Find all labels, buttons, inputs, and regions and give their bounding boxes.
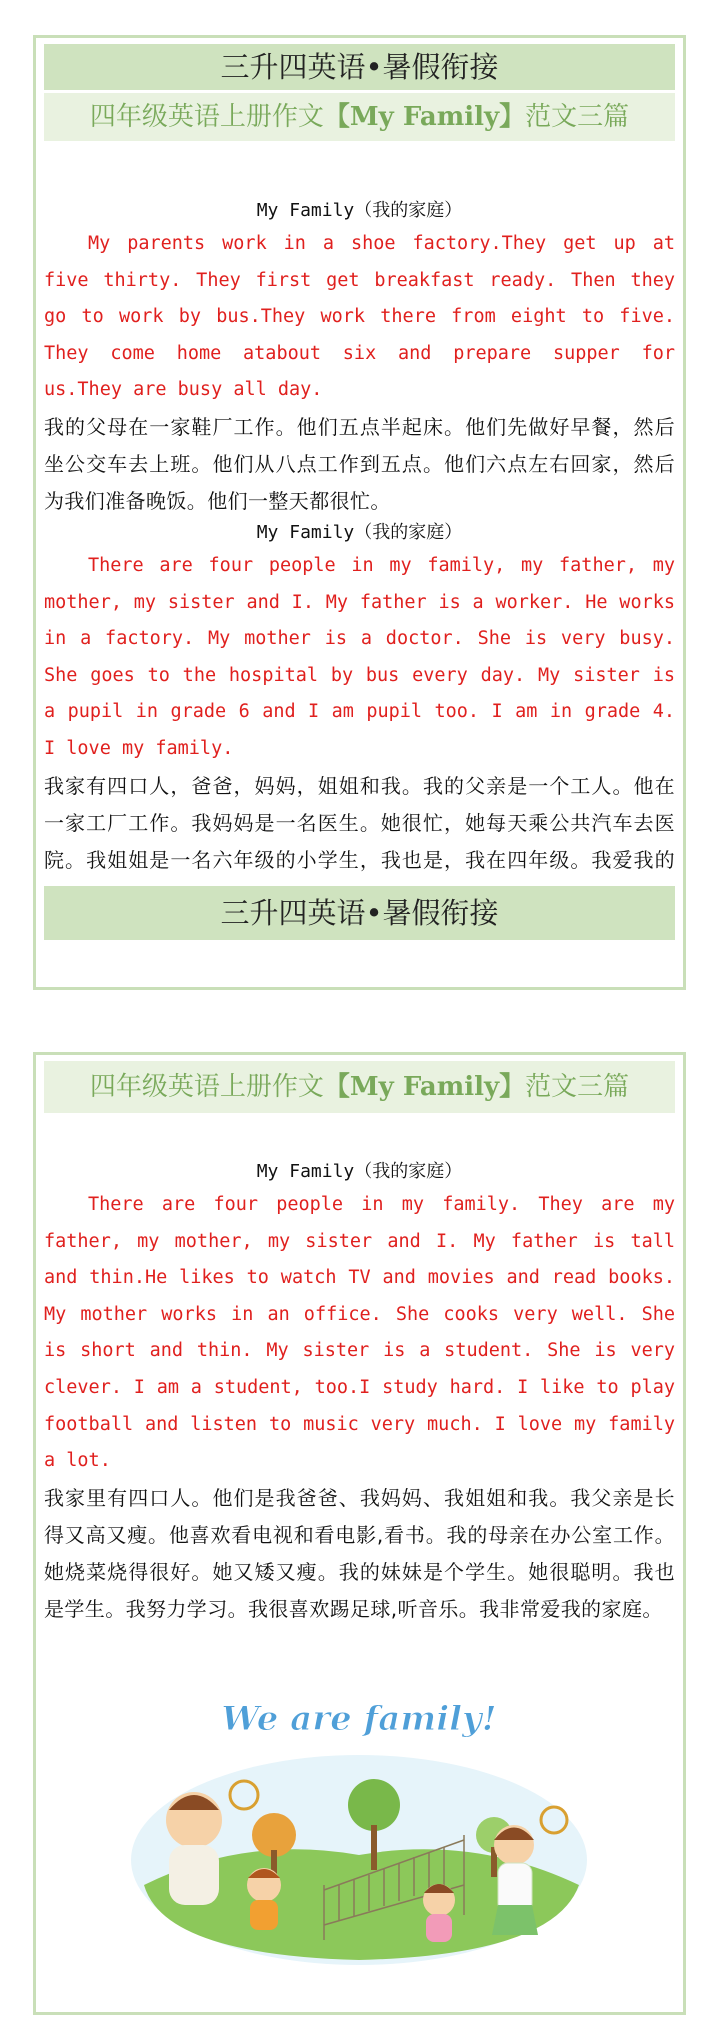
essay-2: [44, 518, 675, 916]
essay-chinese: 我家有四口人，爸爸，妈妈，姐姐和我。我的父亲是一个工人。他在一家工厂工作。我妈妈是一名医生。她很忙，她每天乘公共汽车去医院。我姐姐是一名六年级的小学生，我也是，我在四年级。我爱我的: [44, 773, 675, 872]
essay-english-text: There are four people in my family. They are my father, my mother, my sister and I. My father is tall and thin.He likes to watch TV and movies and read books. My mother works in an office. She cooks very well. She is short and thin. My sister is a student. She is very clever. I am a student, too.I study hard. I like to play football and listen to music very much. I love my family a lot.: [44, 1194, 675, 1472]
header-band-text: 三升四英语•暑假衔接: [220, 50, 499, 84]
footer-band-text: 三升四英语•暑假衔接: [220, 896, 499, 930]
tree-center-trunk: [371, 1825, 377, 1870]
family-illustration: [124, 1685, 594, 1975]
illustration-banner: We are family!: [221, 1699, 497, 1739]
essay-english-text: There are four people in my family, my father, my mother, my sister and I. My father is a worker. He works in a factory. My mother is a doctor. She is very busy. She goes to the hospital by bus every day. My sister is a pupil in grade 6 and I am pupil too. I am in grade 4. I love my family.: [44, 555, 675, 759]
header-band: [44, 44, 675, 90]
essay-title: My Family（我的家庭）: [256, 522, 463, 543]
tree-center: [348, 1779, 400, 1831]
document-page-2: [33, 1052, 686, 2015]
subtitle-band: [44, 93, 675, 141]
essay-title: My Family（我的家庭）: [256, 200, 463, 221]
essay-english: [44, 1187, 675, 1480]
essay-title: My Family（我的家庭）: [256, 1161, 463, 1182]
subtitle-pre: 四年级英语上册作文: [89, 1072, 324, 1102]
footer-band: [44, 886, 675, 940]
essay-english: [44, 226, 675, 409]
subtitle-bold: 【My Family】: [323, 102, 526, 132]
subtitle-post: 范文三篇: [525, 102, 630, 132]
essay-3: [44, 1157, 675, 1628]
subtitle-pre: 四年级英语上册作文: [89, 102, 324, 132]
subtitle-bold: 【My Family】: [323, 1072, 526, 1102]
subtitle-post: 范文三篇: [525, 1072, 630, 1102]
essay-chinese: 我的父母在一家鞋厂工作。他们五点半起床。他们先做好早餐，然后坐公交车去上班。他们从八点工作到五点。他们六点左右回家，然后为我们准备晚饭。他们一整天都很忙。: [44, 414, 675, 513]
essay-english: [44, 548, 675, 768]
document-page-1: [33, 35, 686, 990]
essay-1: [44, 196, 675, 520]
essay-english-text: My parents work in a shoe factory.They get up at five thirty. They first get breakfast ready. Then they go to work by bus.They work there from eight to five. They come home atabout six and prepare supper for us.They are busy all day.: [44, 233, 675, 401]
essay-chinese: 我家里有四口人。他们是我爸爸、我妈妈、我姐姐和我。我父亲是长得又高又瘦。他喜欢看电视和看电影,看书。我的母亲在办公室工作。她烧菜烧得很好。她又矮又瘦。我的妹妹是个学生。她很聪明。我也是学生。我努力学习。我很喜欢踢足球,听音乐。我非常爱我的家庭。: [44, 1485, 675, 1621]
subtitle-band: [44, 1061, 675, 1113]
